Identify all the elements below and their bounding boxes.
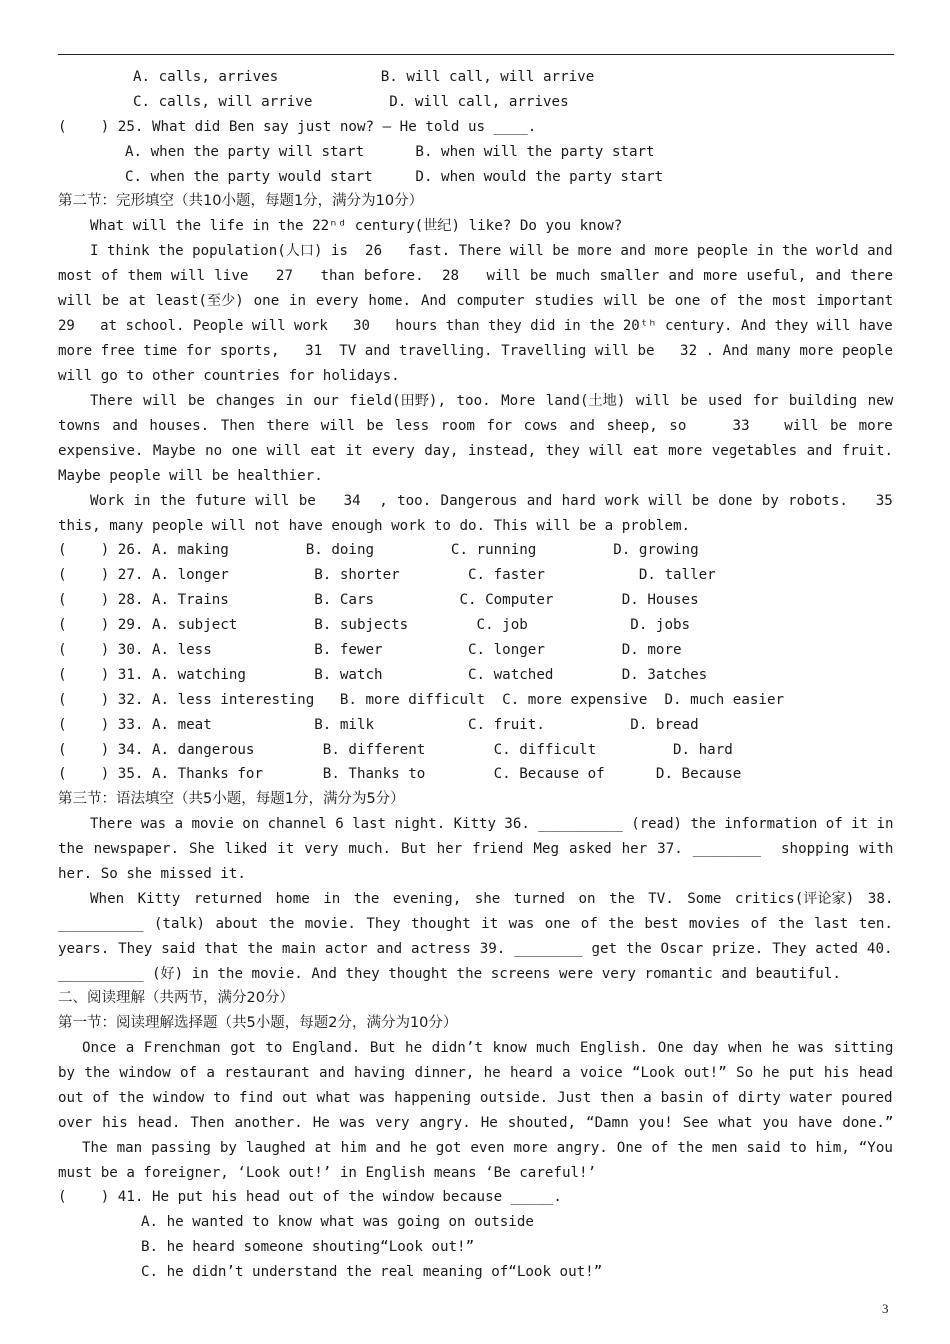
text-line-l38: 二、阅读理解（共两节，满分20分） [58,990,294,1006]
text-line-l27: ( ) 33. A. meat B. milk C. fruit. D. bread [58,717,699,733]
text-line-l25: ( ) 31. A. watching B. watch C. watched D. 3atches [58,667,708,683]
text-line-l19: this, many people will not have enough work to do. This will be a problem. [58,518,691,534]
text-line-l42: out of the window to find out what was happening outside. Just then a basin of dirty water poured [58,1090,893,1106]
text-line-l08: I think the population(人口) is 26 fast. There will be more and more people in the world and [90,243,893,259]
text-line-l22: ( ) 28. A. Trains B. Cars C. Computer D. Houses [58,592,699,608]
text-line-l06: 第二节：完形填空（共10小题，每题1分，满分为10分） [58,193,424,209]
text-line-l40: Once a Frenchman got to England. But he didn’t know much English. One day when he was sitting [82,1040,894,1056]
text-line-l33: her. So she missed it. [58,866,246,882]
text-line-l36: years. They said that the main actor and actress 39. ________ get the Oscar prize. They acted 40. [58,941,893,957]
text-line-l41: by the window of a restaurant and having dinner, he heard a voice “Look out!” So he put his head [58,1065,893,1081]
text-line-l10: will be at least(至少) one in every home. And computer studies will be one of the most important [58,293,894,309]
text-line-l30: 第三节：语法填空（共5小题，每题1分，满分为5分） [58,791,405,807]
header-rule [58,54,894,55]
text-line-l14: There will be changes in our field(田野), too. More land(土地) will be used for building new [90,393,894,409]
text-line-l09: most of them will live 27 than before. 28 will be much smaller and more useful, and there [58,268,893,284]
text-line-l34: When Kitty returned home in the evening, she turned on the TV. Some critics(评论家) 38. [90,891,894,907]
text-line-l01: A. calls, arrives B. will call, will arrive [133,69,595,85]
text-line-l32: the newspaper. She liked it very much. But her friend Meg asked her 37. ________ shopping with [58,841,894,857]
text-line-l13: will go to other countries for holidays. [58,368,400,384]
text-line-l37: __________ (好) in the movie. And they thought the screens were very romantic and beautiful. [58,966,841,982]
text-line-l31: There was a movie on channel 6 last night. Kitty 36. __________ (read) the information of it in [90,816,894,832]
text-line-l48: B. he heard someone shouting“Look out!” [141,1239,475,1255]
text-line-l07: What will the life in the 22ⁿᵈ century(世纪) like? Do you know? [90,218,623,234]
text-line-l49: C. he didn’t understand the real meaning of“Look out!” [141,1264,603,1280]
text-line-l43: over his head. Then another. He was very angry. He shouted, “Damn you! See what you have done.” [58,1115,894,1131]
text-line-l46: ( ) 41. He put his head out of the window because _____. [58,1189,562,1205]
text-line-l44: The man passing by laughed at him and he got even more angry. One of the men said to him, “You [82,1140,893,1156]
text-line-l12: more free time for sports, 31 TV and travelling. Travelling will be 32 . And many more people [58,343,894,359]
text-line-l23: ( ) 29. A. subject B. subjects C. job D. jobs [58,617,691,633]
text-line-l35: __________ (talk) about the movie. They thought it was one of the best movies of the last ten. [58,916,893,932]
text-line-l05: C. when the party would start D. when would the party start [125,169,664,185]
text-line-l03: ( ) 25. What did Ben say just now? – He told us ____. [58,119,537,135]
text-line-l45: must be a foreigner, ‘Look out!’ in English means ‘Be careful!’ [58,1165,597,1181]
text-line-l16: expensive. Maybe no one will eat it every day, instead, they will eat more vegetables and fruit. [58,443,893,459]
text-line-l24: ( ) 30. A. less B. fewer C. longer D. more [58,642,682,658]
text-line-l02: C. calls, will arrive D. will call, arrives [133,94,569,110]
text-line-l39: 第一节：阅读理解选择题（共5小题，每题2分，满分为10分） [58,1015,458,1031]
text-line-l26: ( ) 32. A. less interesting B. more difficult C. more expensive D. much easier [58,692,785,708]
text-line-l04: A. when the party will start B. when will the party start [125,144,655,160]
text-line-l11: 29 at school. People will work 30 hours than they did in the 20ᵗʰ century. And they will have [58,318,893,334]
text-line-l29: ( ) 35. A. Thanks for B. Thanks to C. Because of D. Because [58,766,742,782]
page-number: 3 [882,1301,889,1316]
text-line-l28: ( ) 34. A. dangerous B. different C. difficult D. hard [58,742,733,758]
text-line-l20: ( ) 26. A. making B. doing C. running D. growing [58,542,699,558]
text-line-l15: towns and houses. Then there will be less room for cows and sheep, so 33 will be more [58,418,893,434]
text-line-l18: Work in the future will be 34 , too. Dangerous and hard work will be done by robots. 35 [90,493,893,509]
text-line-l47: A. he wanted to know what was going on outside [141,1214,534,1230]
text-line-l21: ( ) 27. A. longer B. shorter C. faster D. taller [58,567,716,583]
text-line-l17: Maybe people will be healthier. [58,468,323,484]
